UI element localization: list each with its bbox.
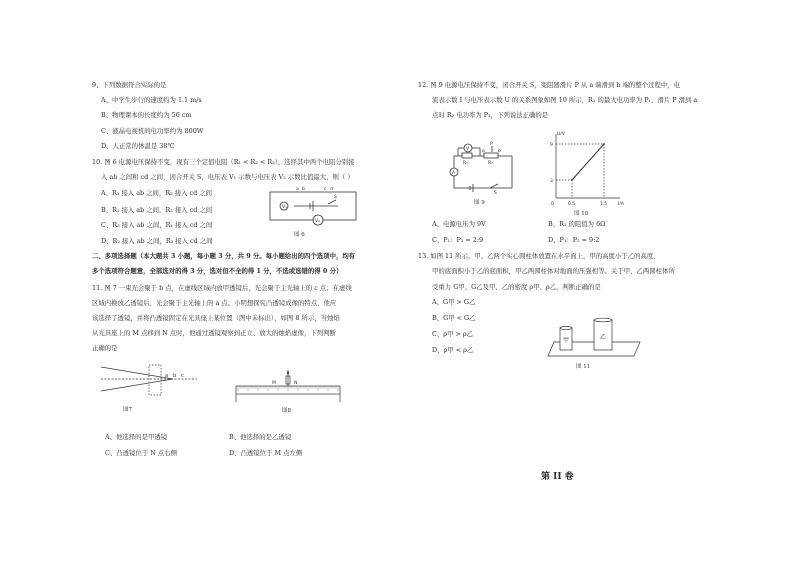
q10-stem-line1: 10. 图 6 电源电压保持不变，现有三个定值电阻（R₁ < R₂ < R₃），选择其中两个电阻分别接 xyxy=(92,158,355,166)
fig8-point-m: M xyxy=(272,381,276,386)
figure-10-caption: 图 10 xyxy=(574,211,589,217)
fig9-end-b: b xyxy=(498,149,501,154)
fig9-r1-label: R₁ xyxy=(463,161,468,166)
q13-option-c: C、ρ甲 > ρ乙 xyxy=(432,330,473,338)
fig9-slider-p: P xyxy=(490,142,493,147)
fig7-point-b: b xyxy=(173,373,177,379)
fig6-v2-symbol: V₂ xyxy=(315,219,320,224)
fig10-tick-05: 0.5 xyxy=(568,202,576,207)
q10-option-a: A、R₁ 接入 ab 之间，R₂ 接入 cd 之间 xyxy=(101,189,213,197)
q10-stem-line2: 入 ab 之间和 cd 之间，闭合开关 S，电压表 V₁ 示数与电压表 V₂ 示数比值最大，则（ ） xyxy=(101,173,354,181)
q12-option-c: C、P₁：P₂ = 2:9 xyxy=(432,236,484,244)
section-title-part-2: 第 II 卷 xyxy=(541,472,574,482)
figure-7-lens-rays xyxy=(101,365,201,415)
q11-stem-line5: 正确的是 xyxy=(92,344,118,352)
q13-option-a: A、G甲 > G乙 xyxy=(432,298,476,306)
fig10-tick-15: 1.5 xyxy=(600,202,608,207)
q10-option-c: C、R₃ 接入 ab 之间，R₁ 接入 cd 之间 xyxy=(101,221,213,229)
q9-option-a: A、中学生步行的速度约为 1.1 m/s xyxy=(101,96,202,104)
figure-6-caption: 图 6 xyxy=(294,232,305,238)
fig9-ammeter-symbol: A xyxy=(452,171,456,176)
fig10-tick-3: 3 xyxy=(550,179,553,184)
fig10-i-axis-label: I/A xyxy=(618,202,624,207)
fig9-switch-s: S xyxy=(494,191,497,196)
fig7-point-c: c xyxy=(181,373,184,379)
section2-heading-line2: 多个选项符合题意，全部选对的得 3 分，选对但不全的得 1 分，不选或选错的得 0 分） xyxy=(92,267,343,275)
q13-stem-line2: 甲的底面积小于乙的底面积，甲乙两圆柱体对地面的压强相等。关于甲、乙两圆柱体所 xyxy=(432,267,675,275)
figure-9-circuit xyxy=(448,140,516,204)
section2-heading-line1: 二、多项选择题（本大题共 3 小题，每小题 3 分，共 9 分。每小题给出的四个选项中，均有 xyxy=(92,252,356,260)
fig7-point-a: a xyxy=(165,373,169,379)
q9-option-c: C、液晶电视机的电功率约为 800W xyxy=(101,127,204,135)
figure-8-optical-bench xyxy=(232,366,344,416)
q11-stem-line1: 11. 图 7 一束光会聚于 b 点，在虚线区域内放甲透镜后，光会聚于主光轴上的 c 点；在虚线 xyxy=(92,284,352,292)
q13-stem-line1: 13. 如图 11 所示，甲、乙两个实心圆柱体放置在水平面上，甲的高度小于乙的高度， xyxy=(418,252,660,260)
q9-option-b: B、物理课本的长度约为 56 cm xyxy=(101,111,192,119)
fig6-point-d: d xyxy=(330,187,333,192)
q9-option-d: D、人正常的体温是 38℃ xyxy=(101,142,175,150)
q12-option-d: D、P₁：P₂ = 9:2 xyxy=(548,236,600,244)
q11-option-d: D、凸透镜位于 M 点左侧 xyxy=(229,449,303,457)
q12-stem-line3: 点时 R₂ 电功率为 P₂，下列说法正确的是 xyxy=(432,111,549,119)
figure-9-caption: 图 9 xyxy=(474,200,485,206)
q13-option-d: D、ρ甲 < ρ乙 xyxy=(432,346,474,354)
q11-stem-line4: 从光具座上的 M 点移到 N 点时，他通过透镜观察到正立、放大的烛焰虚像，下列判断 xyxy=(92,329,336,337)
fig9-r2-label: R₂ xyxy=(488,161,493,166)
q12-option-a: A、电源电压为 9V xyxy=(432,220,486,228)
figure-11-caption: 图 11 xyxy=(576,364,591,370)
q11-stem-line3: 该选择了透镜，并将凸透镜固定在光具座上某位置（图中未标出），如图 8 所示，当烛焰 xyxy=(92,314,340,322)
q10-option-b: B、R₁ 接入 ab 之间，R₃ 接入 cd 之间 xyxy=(101,206,213,214)
fig8-point-n: N xyxy=(294,381,298,386)
q11-option-c: C、凸透镜位于 N 点右侧 xyxy=(105,449,178,457)
q11-option-b: B、他选择的是乙透镜 xyxy=(229,433,292,441)
fig10-tick-9: 9 xyxy=(550,143,553,148)
figure-11-cylinders xyxy=(540,318,640,370)
fig6-point-c: c xyxy=(324,187,327,192)
figure-8-caption: 图8 xyxy=(282,408,291,414)
figure-11-yi-label: 乙 xyxy=(600,334,607,341)
q12-option-b: B、R₁ 的阻值为 6Ω xyxy=(548,220,606,228)
q12-stem-line1: 12. 图 9 电源电压保持不变，闭合开关 S，变阻器滑片 P 从 a 端滑到 b 端的整个过程中，电 xyxy=(418,81,681,89)
q10-option-d: D、R₂ 接入 ab 之间，R₃ 接入 cd 之间 xyxy=(101,237,213,245)
fig6-v1-symbol: V₁ xyxy=(282,205,287,210)
fig10-tick-0: 0 xyxy=(551,202,554,207)
fig6-point-a: a xyxy=(296,187,299,192)
fig6-switch-s: S xyxy=(334,195,337,200)
figure-6-circuit xyxy=(266,186,362,236)
q12-stem-line2: 流表示数 I 与电压表示数 U 的关系图象如图 10 所示，R₁ 的最大电功率为 P₁，滑片 P 滑到 a xyxy=(432,96,698,104)
fig9-end-a: a xyxy=(482,149,485,154)
figure-7-caption: 图7 xyxy=(123,407,132,413)
fig9-voltmeter-symbol: V xyxy=(466,147,470,152)
q13-option-b: B、G甲 < G乙 xyxy=(432,314,476,322)
q11-stem-line2: 区域内换放乙透镜后，光会聚于主光轴上的 a 点。小明想探究凸透镜成像的特点，他应 xyxy=(92,299,337,307)
q9-stem: 9、下列数据符合实际的是 xyxy=(92,81,167,89)
figure-11-jia-label: 甲 xyxy=(563,337,570,344)
fig10-u-axis-label: U/V xyxy=(557,132,565,137)
q11-option-a: A、他选择的是甲透镜 xyxy=(105,433,168,441)
q13-stem-line3: 受重力 G甲、G乙及甲、乙的密度 ρ甲、ρ乙，判断正确的是 xyxy=(432,283,601,291)
figure-10-graph xyxy=(540,130,624,216)
fig6-point-b: b xyxy=(302,187,305,192)
